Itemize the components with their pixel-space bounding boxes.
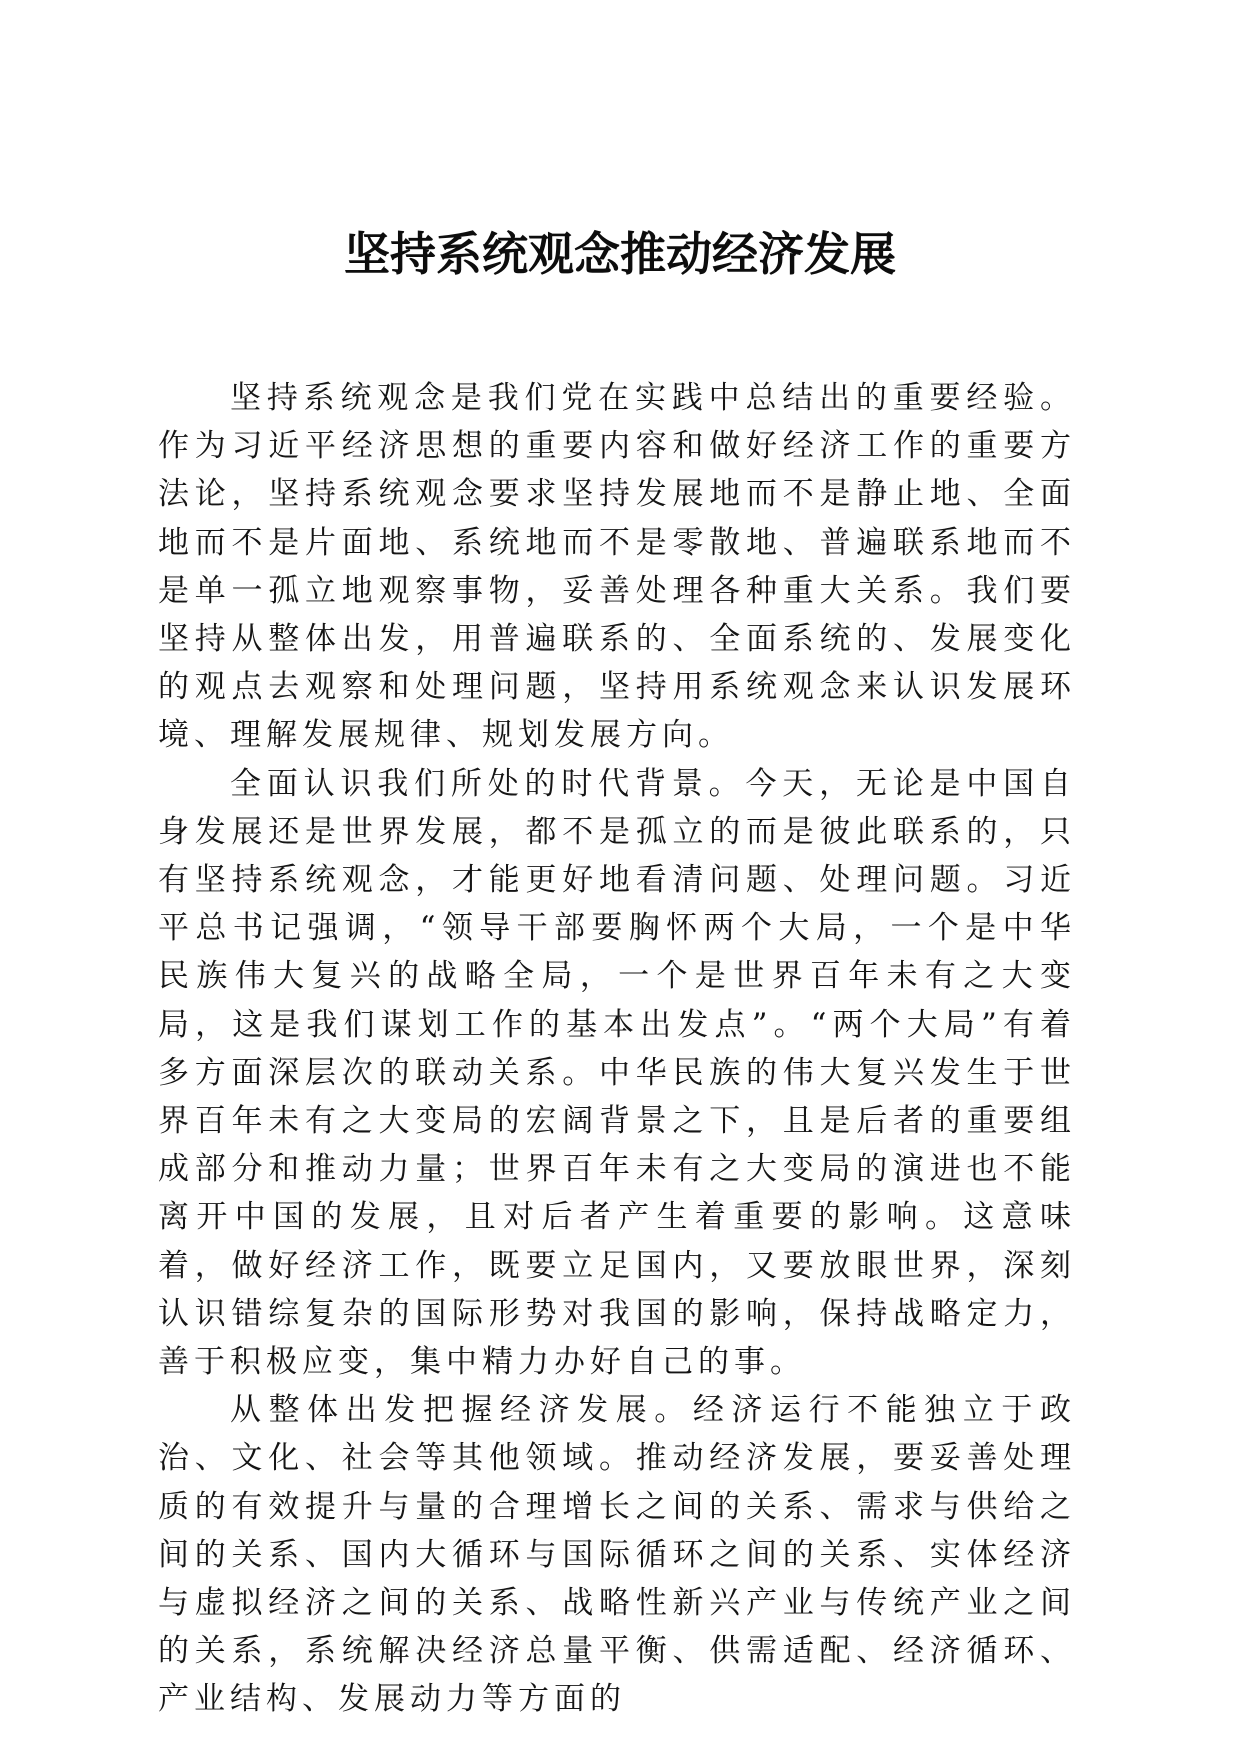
paragraph-3: 从整体出发把握经济发展。经济运行不能独立于政治、文化、社会等其他领域。推动经济发展，要妥善处理质的有效提升与量的合理增长之间的关系、需求与供给之间的关系、国内大循环与国际循环之间的关系、实体经济与虚拟经济之间的关系、战略性新兴产业与传统产业之间的关系，系统解决经济总量平衡、供需适配、经济循环、产业结构、发展动力等方面的 [158, 1392, 1076, 1718]
paragraph-2: 全面认识我们所处的时代背景。今天，无论是中国自身发展还是世界发展，都不是孤立的而是彼此联系的，只有坚持系统观念，才能更好地看清问题、处理问题。习近平总书记强调，“领导干部要胸怀两个大局，一个是中华民族伟大复兴的战略全局，一个是世界百年未有之大变局，这是我们谋划工作的基本出发点”。“两个大局”有着多方面深层次的联动关系。中华民族的伟大复兴发生于世界百年未有之大变局的宏阔背景之下，且是后者的重要组成部分和推动力量；世界百年未有之大变局的演进也不能离开中国的发展，且对后者产生着重要的影响。这意味着，做好经济工作，既要立足国内，又要放眼世界，深刻认识错综复杂的国际形势对我国的影响，保持战略定力，善于积极应变，集中精力办好自己的事。 [158, 765, 1076, 1381]
paragraph-1: 坚持系统观念是我们党在实践中总结出的重要经验。作为习近平经济思想的重要内容和做好经济工作的重要方法论，坚持系统观念要求坚持发展地而不是静止地、全面地而不是片面地、系统地而不是零散地、普遍联系地而不是单一孤立地观察事物，妥善处理各种重大关系。我们要坚持从整体出发，用普遍联系的、全面系统的、发展变化的观点去观察和处理问题，坚持用系统观念来认识发展环境、理解发展规律、规划发展方向。 [158, 380, 1076, 754]
document-title: 坚持系统观念推动经济发展 [344, 227, 896, 281]
document-body [158, 374, 1076, 1724]
